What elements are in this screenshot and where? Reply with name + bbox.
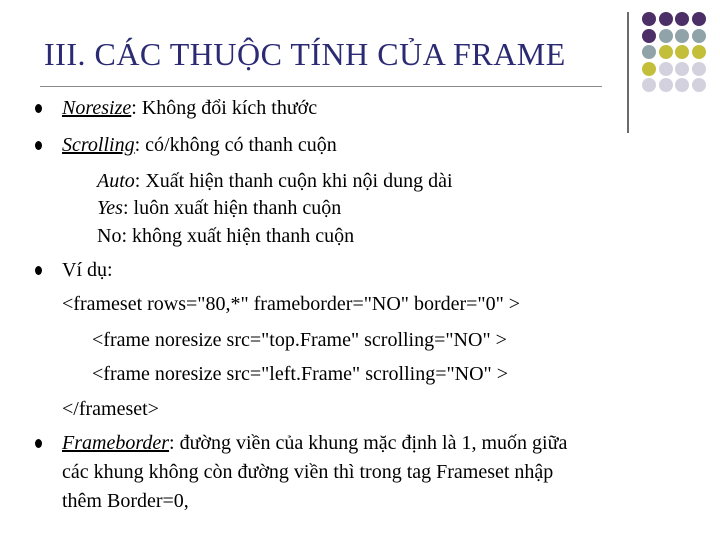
desc-yes: : luôn xuất hiện thanh cuộn (122, 197, 342, 219)
code-frameset-open: <frameset rows="80,*" frameborder="NO" border="0" > (62, 293, 521, 315)
bullet-icon (35, 266, 42, 275)
line-example-label: Ví dụ: (62, 259, 113, 281)
term-yes: Yes (97, 197, 123, 219)
bullet-icon (35, 141, 42, 150)
bullet-icon (35, 104, 42, 113)
decorative-dot (659, 12, 673, 26)
desc-scrolling: : có/không có thanh cuộn (134, 134, 337, 156)
line-noresize (62, 97, 317, 119)
decorative-dot (659, 78, 673, 92)
code-frameset-close: </frameset> (62, 398, 159, 420)
line-frameborder-cont-2: thêm Border=0, (62, 490, 189, 512)
line-no: No: không xuất hiện thanh cuộn (97, 225, 355, 247)
decorative-dot (659, 29, 673, 43)
term-scrolling: Scrolling (62, 134, 135, 156)
decorative-dot (675, 62, 689, 76)
vertical-divider (627, 12, 629, 133)
decorative-dot (692, 12, 706, 26)
decorative-dot (675, 78, 689, 92)
decorative-dot (642, 78, 656, 92)
decorative-dot (675, 12, 689, 26)
term-noresize: Noresize (62, 97, 132, 119)
slide-title: III. CÁC THUỘC TÍNH CỦA FRAME (44, 36, 566, 72)
line-scrolling (62, 134, 337, 156)
line-frameborder (62, 432, 567, 454)
decorative-dot-grid (640, 12, 720, 122)
line-auto (97, 170, 453, 192)
bullet-icon (35, 439, 42, 448)
decorative-dot (659, 62, 673, 76)
decorative-dot (675, 45, 689, 59)
decorative-dot (642, 62, 656, 76)
desc-auto: : Xuất hiện thanh cuộn khi nội dung dài (134, 170, 453, 192)
decorative-dot (692, 45, 706, 59)
decorative-dot (659, 45, 673, 59)
code-frame-left: <frame noresize src="left.Frame" scrolling="NO" > (92, 363, 508, 385)
desc-frameborder: : đường viền của khung mặc định là 1, muốn giữa (169, 432, 568, 454)
decorative-dot (692, 62, 706, 76)
desc-noresize: : Không đổi kích thước (131, 97, 318, 119)
decorative-dot (675, 29, 689, 43)
decorative-dot (642, 12, 656, 26)
term-frameborder: Frameborder (62, 432, 170, 454)
title-underline (40, 86, 602, 87)
code-frame-top: <frame noresize src="top.Frame" scrolling="NO" > (92, 329, 507, 351)
decorative-dot (642, 29, 656, 43)
decorative-dot (692, 29, 706, 43)
line-yes (97, 197, 341, 219)
term-auto: Auto (97, 170, 135, 192)
line-frameborder-cont-1: các khung không còn đường viền thì trong tag Frameset nhập (62, 461, 554, 483)
decorative-dot (692, 78, 706, 92)
decorative-dot (642, 45, 656, 59)
